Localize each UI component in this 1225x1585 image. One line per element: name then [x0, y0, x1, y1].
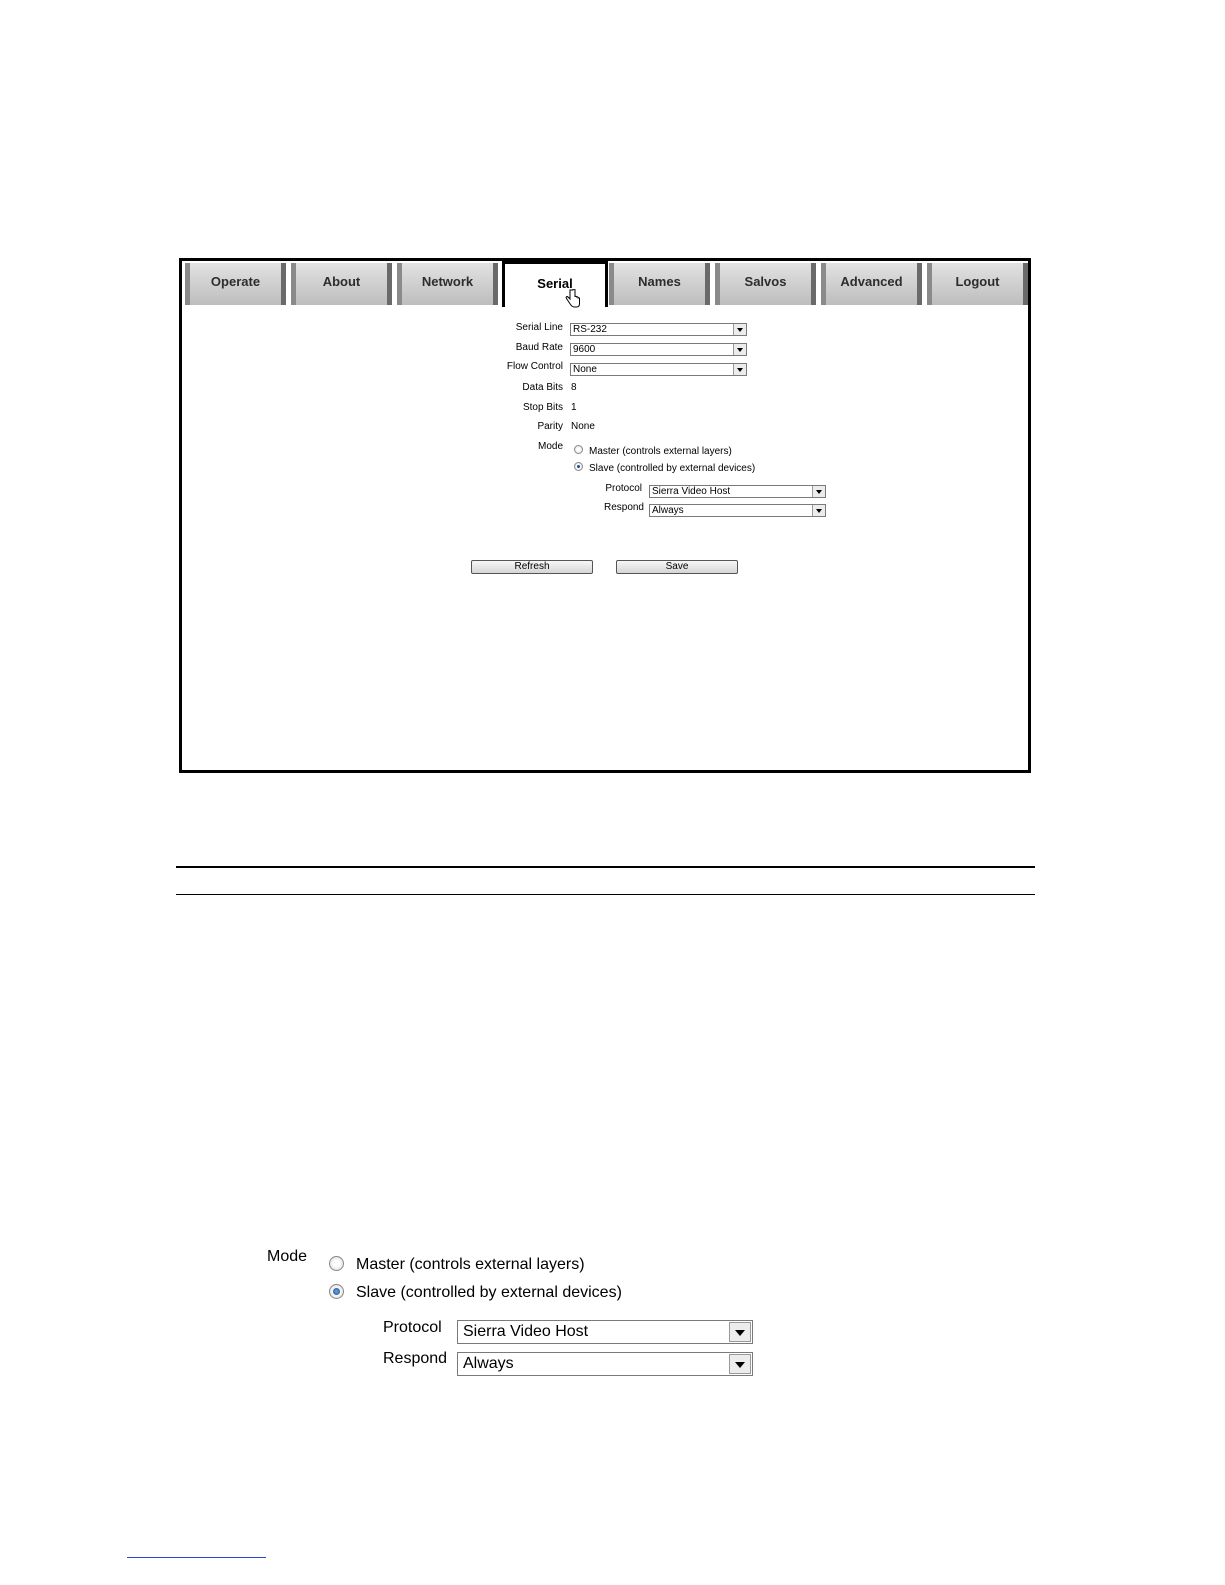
- parity-label: Parity: [537, 421, 563, 432]
- serial-settings-window: [179, 258, 1031, 773]
- tab-names[interactable]: Names: [609, 263, 710, 305]
- tab-operate[interactable]: Operate: [185, 263, 286, 305]
- protocol-select[interactable]: Sierra Video Host: [649, 485, 826, 498]
- zoom-mode-master-radio[interactable]: [329, 1256, 344, 1271]
- footnote-link-underline: [127, 1557, 266, 1558]
- flow-control-select[interactable]: None: [570, 363, 747, 376]
- section-rule-bottom: [176, 894, 1035, 895]
- chevron-down-icon: [733, 324, 746, 335]
- chevron-down-icon: [733, 364, 746, 375]
- chevron-down-icon: [729, 1354, 751, 1374]
- respond-select[interactable]: Always: [649, 504, 826, 517]
- flow-control-label: Flow Control: [506, 361, 563, 372]
- tab-serial[interactable]: Serial: [502, 261, 608, 307]
- baud-rate-label: Baud Rate: [515, 342, 563, 353]
- tab-about[interactable]: About: [291, 263, 392, 305]
- zoom-mode-label: Mode: [267, 1248, 308, 1265]
- save-button[interactable]: Save: [616, 560, 738, 574]
- parity-value: None: [571, 421, 595, 432]
- respond-label: Respond: [603, 502, 644, 513]
- protocol-label: Protocol: [605, 483, 642, 494]
- zoom-respond-label: Respond: [383, 1350, 448, 1367]
- chevron-down-icon: [729, 1322, 751, 1342]
- zoom-respond-select[interactable]: Always: [457, 1352, 753, 1376]
- serial-line-label: Serial Line: [515, 322, 563, 333]
- section-rule-top: [176, 866, 1035, 868]
- serial-line-select[interactable]: RS-232: [570, 323, 747, 336]
- tab-advanced[interactable]: Advanced: [821, 263, 922, 305]
- tab-logout[interactable]: Logout: [927, 263, 1028, 305]
- zoom-mode-slave-label: Slave (controlled by external devices): [356, 1284, 622, 1301]
- chevron-down-icon: [812, 505, 825, 516]
- mode-slave-label: Slave (controlled by external devices): [589, 463, 756, 474]
- zoom-protocol-select[interactable]: Sierra Video Host: [457, 1320, 753, 1344]
- tab-bar: [182, 261, 1028, 305]
- data-bits-value: 8: [571, 382, 577, 393]
- mode-master-radio[interactable]: [574, 445, 583, 454]
- chevron-down-icon: [733, 344, 746, 355]
- baud-rate-select[interactable]: 9600: [570, 343, 747, 356]
- zoom-mode-slave-radio[interactable]: [329, 1284, 344, 1299]
- mode-label: Mode: [537, 441, 563, 452]
- stop-bits-value: 1: [571, 402, 577, 413]
- refresh-button[interactable]: Refresh: [471, 560, 593, 574]
- stop-bits-label: Stop Bits: [522, 402, 563, 413]
- tab-salvos[interactable]: Salvos: [715, 263, 816, 305]
- hand-pointer-icon: [565, 289, 581, 309]
- tab-network[interactable]: Network: [397, 263, 498, 305]
- mode-master-label: Master (controls external layers): [589, 446, 732, 457]
- data-bits-label: Data Bits: [522, 382, 563, 393]
- chevron-down-icon: [812, 486, 825, 497]
- zoom-mode-master-label: Master (controls external layers): [356, 1256, 585, 1273]
- mode-slave-radio[interactable]: [574, 462, 583, 471]
- zoom-protocol-label: Protocol: [383, 1319, 442, 1336]
